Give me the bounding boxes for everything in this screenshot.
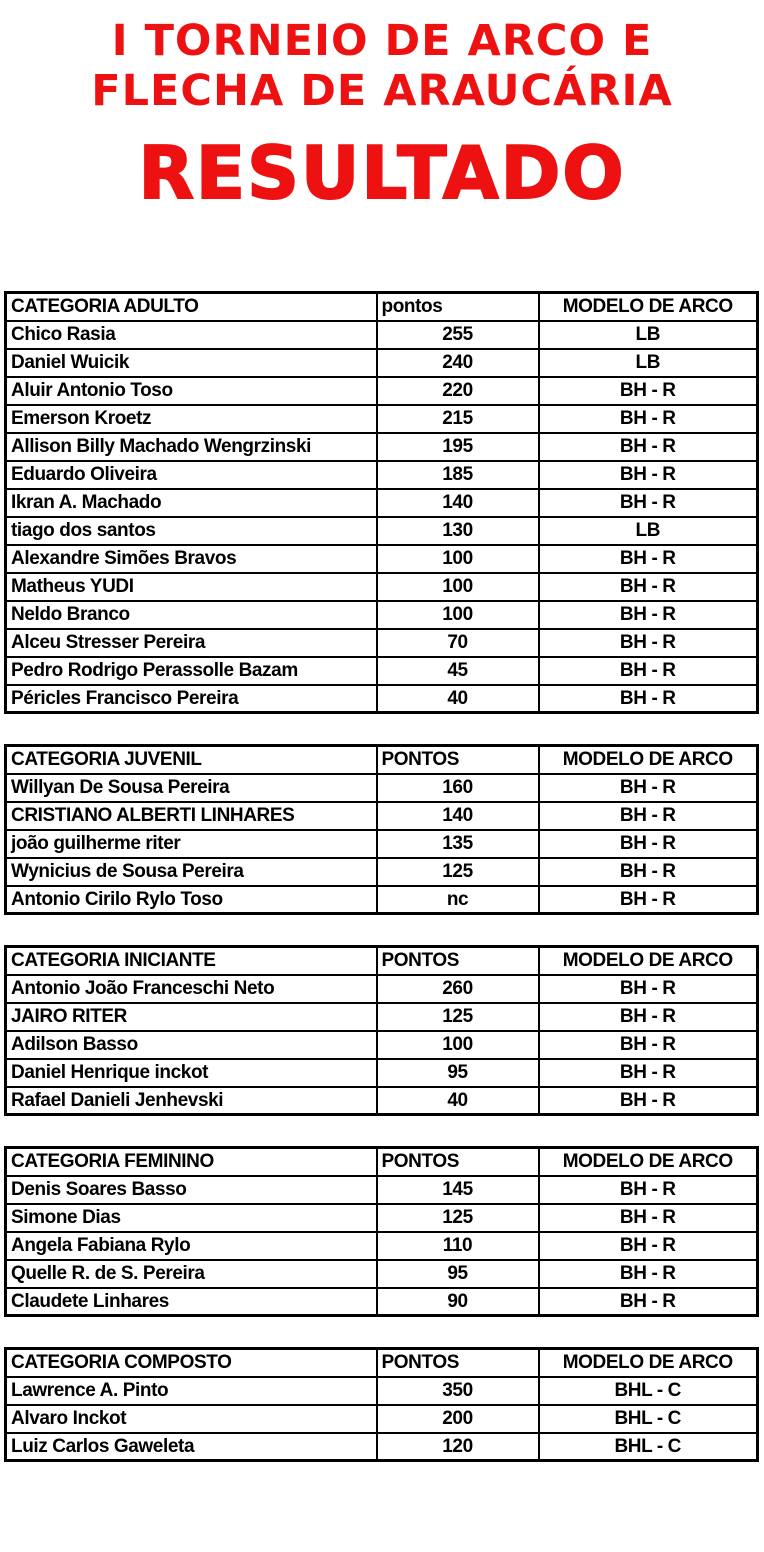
tournament-title	[0, 16, 764, 116]
points-cell: 70	[377, 629, 539, 657]
table-row	[6, 1059, 758, 1087]
bow-model-cell: BH - R	[539, 685, 758, 713]
bow-model-cell: BH - R	[539, 1176, 758, 1204]
table-row	[6, 489, 758, 517]
athlete-name-cell: Lawrence A. Pinto	[6, 1377, 377, 1405]
points-cell: 45	[377, 657, 539, 685]
athlete-name-cell: tiago dos santos	[6, 517, 377, 545]
category-header: CATEGORIA COMPOSTO	[6, 1349, 377, 1377]
athlete-name-cell: Matheus YUDI	[6, 573, 377, 601]
table-row	[6, 1433, 758, 1461]
bow-model-cell: BH - R	[539, 489, 758, 517]
points-cell: 215	[377, 405, 539, 433]
table-row	[6, 377, 758, 405]
points-cell: 40	[377, 685, 539, 713]
table-row	[6, 405, 758, 433]
bow-model-cell: BH - R	[539, 1059, 758, 1087]
bow-model-cell: BHL - C	[539, 1377, 758, 1405]
athlete-name-cell: Emerson Kroetz	[6, 405, 377, 433]
table-row	[6, 858, 758, 886]
table-row	[6, 1260, 758, 1288]
points-cell: 100	[377, 573, 539, 601]
bow-model-cell: BH - R	[539, 858, 758, 886]
table-row	[6, 1087, 758, 1115]
table-row	[6, 1232, 758, 1260]
category-header: CATEGORIA ADULTO	[6, 293, 377, 321]
table-row	[6, 545, 758, 573]
points-cell: 95	[377, 1059, 539, 1087]
bow-model-cell: BH - R	[539, 1260, 758, 1288]
points-cell: 100	[377, 601, 539, 629]
bow-model-header: MODELO DE ARCO	[539, 1148, 758, 1176]
category-header: CATEGORIA INICIANTE	[6, 947, 377, 975]
points-cell: 90	[377, 1288, 539, 1316]
bow-model-header: MODELO DE ARCO	[539, 746, 758, 774]
athlete-name-cell: Daniel Henrique inckot	[6, 1059, 377, 1087]
bow-model-cell: BHL - C	[539, 1405, 758, 1433]
bow-model-cell: BH - R	[539, 377, 758, 405]
table-row	[6, 629, 758, 657]
athlete-name-cell: Willyan De Sousa Pereira	[6, 774, 377, 802]
category-table-2	[4, 744, 759, 915]
bow-model-cell: BH - R	[539, 1031, 758, 1059]
bow-model-cell: BH - R	[539, 461, 758, 489]
points-cell: 140	[377, 802, 539, 830]
points-cell: 195	[377, 433, 539, 461]
table-row	[6, 1288, 758, 1316]
points-cell: 185	[377, 461, 539, 489]
result-heading: RESULTADO	[138, 131, 626, 215]
category-table-5	[4, 1347, 759, 1462]
table-row	[6, 1405, 758, 1433]
tournament-title-line2: FLECHA DE ARAUCÁRIA	[91, 66, 673, 116]
bow-model-cell: BH - R	[539, 433, 758, 461]
athlete-name-cell: Antonio João Franceschi Neto	[6, 975, 377, 1003]
athlete-name-cell: Claudete Linhares	[6, 1288, 377, 1316]
results-tables	[0, 291, 764, 1462]
table-row	[6, 975, 758, 1003]
points-cell: 125	[377, 1204, 539, 1232]
athlete-name-cell: Simone Dias	[6, 1204, 377, 1232]
points-cell: 260	[377, 975, 539, 1003]
category-table-1	[4, 291, 759, 714]
category-table-3	[4, 945, 759, 1116]
bow-model-cell: BH - R	[539, 830, 758, 858]
table-row	[6, 1377, 758, 1405]
table-row	[6, 657, 758, 685]
points-cell: 120	[377, 1433, 539, 1461]
athlete-name-cell: Luiz Carlos Gaweleta	[6, 1433, 377, 1461]
points-header: pontos	[377, 293, 539, 321]
athlete-name-cell: Chico Rasia	[6, 321, 377, 349]
bow-model-cell: BH - R	[539, 573, 758, 601]
bow-model-cell: BH - R	[539, 774, 758, 802]
athlete-name-cell: Antonio Cirilo Rylo Toso	[6, 886, 377, 914]
bow-model-cell: BH - R	[539, 629, 758, 657]
bow-model-cell: LB	[539, 517, 758, 545]
athlete-name-cell: Wynicius de Sousa Pereira	[6, 858, 377, 886]
document-header	[0, 16, 764, 214]
table-row	[6, 1031, 758, 1059]
table-row	[6, 517, 758, 545]
table-header-row	[6, 293, 758, 321]
table-row	[6, 433, 758, 461]
table-row	[6, 349, 758, 377]
table-row	[6, 601, 758, 629]
athlete-name-cell: Eduardo Oliveira	[6, 461, 377, 489]
points-cell: 200	[377, 1405, 539, 1433]
tournament-title-line1: I TORNEIO DE ARCO E	[111, 16, 653, 66]
athlete-name-cell: Alvaro Inckot	[6, 1405, 377, 1433]
points-header: PONTOS	[377, 1349, 539, 1377]
points-cell: 40	[377, 1087, 539, 1115]
bow-model-header: MODELO DE ARCO	[539, 293, 758, 321]
points-cell: 125	[377, 858, 539, 886]
bow-model-header: MODELO DE ARCO	[539, 1349, 758, 1377]
points-cell: 350	[377, 1377, 539, 1405]
table-header-row	[6, 947, 758, 975]
category-header: CATEGORIA FEMININO	[6, 1148, 377, 1176]
bow-model-cell: LB	[539, 321, 758, 349]
points-cell: 110	[377, 1232, 539, 1260]
athlete-name-cell: JAIRO RITER	[6, 1003, 377, 1031]
table-header-row	[6, 1349, 758, 1377]
bow-model-cell: BH - R	[539, 405, 758, 433]
athlete-name-cell: Alexandre Simões Bravos	[6, 545, 377, 573]
bow-model-header: MODELO DE ARCO	[539, 947, 758, 975]
athlete-name-cell: Angela Fabiana Rylo	[6, 1232, 377, 1260]
points-cell: 95	[377, 1260, 539, 1288]
points-cell: 160	[377, 774, 539, 802]
category-table-4	[4, 1146, 759, 1317]
bow-model-cell: BHL - C	[539, 1433, 758, 1461]
bow-model-cell: BH - R	[539, 601, 758, 629]
athlete-name-cell: Alceu Stresser Pereira	[6, 629, 377, 657]
bow-model-cell: BH - R	[539, 886, 758, 914]
table-header-row	[6, 1148, 758, 1176]
athlete-name-cell: Daniel Wuicik	[6, 349, 377, 377]
points-cell: 145	[377, 1176, 539, 1204]
table-header-row	[6, 746, 758, 774]
bow-model-cell: BH - R	[539, 1087, 758, 1115]
athlete-name-cell: Péricles Francisco Pereira	[6, 685, 377, 713]
points-cell: 140	[377, 489, 539, 517]
points-cell: 100	[377, 545, 539, 573]
points-cell: 240	[377, 349, 539, 377]
table-row	[6, 573, 758, 601]
table-row	[6, 1204, 758, 1232]
table-row	[6, 685, 758, 713]
athlete-name-cell: joão guilherme riter	[6, 830, 377, 858]
athlete-name-cell: Aluir Antonio Toso	[6, 377, 377, 405]
table-row	[6, 461, 758, 489]
bow-model-cell: BH - R	[539, 545, 758, 573]
points-cell: nc	[377, 886, 539, 914]
table-row	[6, 830, 758, 858]
points-cell: 220	[377, 377, 539, 405]
bow-model-cell: BH - R	[539, 1288, 758, 1316]
points-cell: 125	[377, 1003, 539, 1031]
points-header: PONTOS	[377, 1148, 539, 1176]
athlete-name-cell: CRISTIANO ALBERTI LINHARES	[6, 802, 377, 830]
athlete-name-cell: Ikran A. Machado	[6, 489, 377, 517]
bow-model-cell: BH - R	[539, 1232, 758, 1260]
athlete-name-cell: Denis Soares Basso	[6, 1176, 377, 1204]
table-row	[6, 774, 758, 802]
points-header: PONTOS	[377, 746, 539, 774]
athlete-name-cell: Pedro Rodrigo Perassolle Bazam	[6, 657, 377, 685]
table-row	[6, 1176, 758, 1204]
bow-model-cell: BH - R	[539, 1204, 758, 1232]
athlete-name-cell: Neldo Branco	[6, 601, 377, 629]
table-row	[6, 1003, 758, 1031]
table-row	[6, 886, 758, 914]
points-cell: 135	[377, 830, 539, 858]
points-cell: 255	[377, 321, 539, 349]
athlete-name-cell: Adilson Basso	[6, 1031, 377, 1059]
table-row	[6, 802, 758, 830]
athlete-name-cell: Quelle R. de S. Pereira	[6, 1260, 377, 1288]
bow-model-cell: LB	[539, 349, 758, 377]
bow-model-cell: BH - R	[539, 1003, 758, 1031]
athlete-name-cell: Allison Billy Machado Wengrzinski	[6, 433, 377, 461]
table-row	[6, 321, 758, 349]
points-header: PONTOS	[377, 947, 539, 975]
points-cell: 100	[377, 1031, 539, 1059]
points-cell: 130	[377, 517, 539, 545]
bow-model-cell: BH - R	[539, 657, 758, 685]
athlete-name-cell: Rafael Danieli Jenhevski	[6, 1087, 377, 1115]
bow-model-cell: BH - R	[539, 975, 758, 1003]
bow-model-cell: BH - R	[539, 802, 758, 830]
category-header: CATEGORIA JUVENIL	[6, 746, 377, 774]
